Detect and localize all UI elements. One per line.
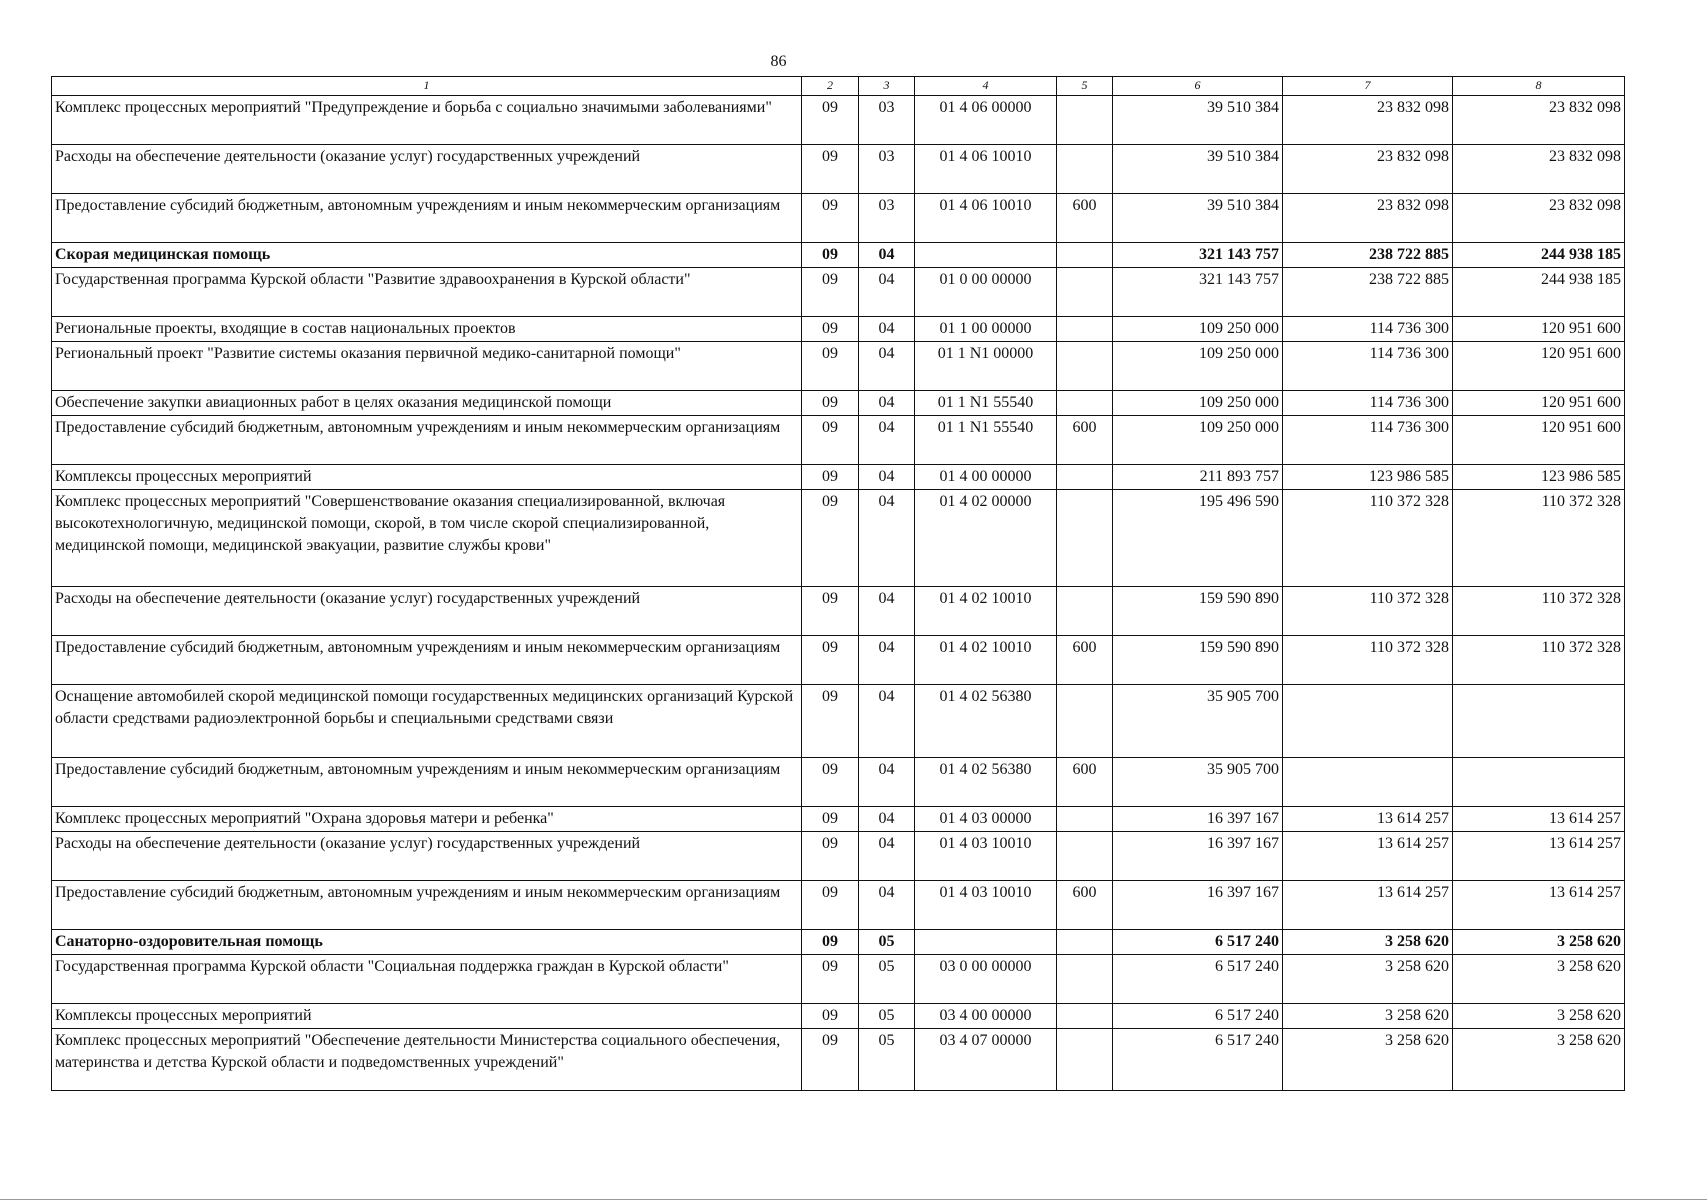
target-article-code: 03 4 07 00000 <box>915 1029 1057 1091</box>
expense-type-code <box>1057 955 1113 1004</box>
amount-col-8: 110 372 328 <box>1453 636 1625 685</box>
table-row <box>52 1004 1625 1029</box>
amount-col-6: 6 517 240 <box>1113 1029 1283 1091</box>
amount-col-7: 110 372 328 <box>1283 490 1453 587</box>
section-code: 09 <box>802 685 859 758</box>
section-code: 09 <box>802 268 859 317</box>
target-article-code: 01 0 00 00000 <box>915 268 1057 317</box>
table-body <box>52 96 1625 1091</box>
amount-col-8: 120 951 600 <box>1453 342 1625 391</box>
expense-type-code <box>1057 1004 1113 1029</box>
table-row <box>52 317 1625 342</box>
table-row <box>52 1029 1625 1091</box>
amount-col-8 <box>1453 758 1625 807</box>
amount-col-7: 238 722 885 <box>1283 268 1453 317</box>
column-number: 7 <box>1283 77 1453 96</box>
section-code: 09 <box>802 391 859 416</box>
target-article-code: 01 4 03 10010 <box>915 832 1057 881</box>
amount-col-7: 114 736 300 <box>1283 317 1453 342</box>
subsection-code: 04 <box>859 465 915 490</box>
subsection-code: 04 <box>859 268 915 317</box>
amount-col-7: 114 736 300 <box>1283 416 1453 465</box>
expense-type-code <box>1057 391 1113 416</box>
target-article-code: 01 4 02 56380 <box>915 685 1057 758</box>
target-article-code: 01 4 06 00000 <box>915 96 1057 145</box>
amount-col-7: 23 832 098 <box>1283 194 1453 243</box>
subsection-code: 04 <box>859 881 915 930</box>
amount-col-8: 123 986 585 <box>1453 465 1625 490</box>
subsection-code: 04 <box>859 636 915 685</box>
section-code: 09 <box>802 194 859 243</box>
table-row <box>52 930 1625 955</box>
amount-col-7 <box>1283 758 1453 807</box>
section-code: 09 <box>802 758 859 807</box>
amount-col-8: 23 832 098 <box>1453 194 1625 243</box>
section-code: 09 <box>802 145 859 194</box>
amount-col-6: 39 510 384 <box>1113 145 1283 194</box>
amount-col-8: 13 614 257 <box>1453 807 1625 832</box>
amount-col-8: 23 832 098 <box>1453 145 1625 194</box>
amount-col-6: 159 590 890 <box>1113 587 1283 636</box>
section-code: 09 <box>802 96 859 145</box>
subsection-code: 03 <box>859 96 915 145</box>
amount-col-6: 109 250 000 <box>1113 416 1283 465</box>
subsection-code: 04 <box>859 807 915 832</box>
target-article-code: 01 4 03 00000 <box>915 807 1057 832</box>
expense-type-code <box>1057 1029 1113 1091</box>
row-name: Региональные проекты, входящие в состав национальных проектов <box>52 317 802 342</box>
amount-col-8: 3 258 620 <box>1453 955 1625 1004</box>
amount-col-8: 120 951 600 <box>1453 416 1625 465</box>
amount-col-8: 3 258 620 <box>1453 1029 1625 1091</box>
amount-col-6: 35 905 700 <box>1113 685 1283 758</box>
subsection-code: 04 <box>859 490 915 587</box>
amount-col-8: 13 614 257 <box>1453 832 1625 881</box>
expense-type-code: 600 <box>1057 194 1113 243</box>
table-row <box>52 832 1625 881</box>
row-name: Комплексы процессных мероприятий <box>52 465 802 490</box>
row-name: Санаторно-оздоровительная помощь <box>52 930 802 955</box>
subsection-code: 04 <box>859 342 915 391</box>
row-name: Обеспечение закупки авиационных работ в целях оказания медицинской помощи <box>52 391 802 416</box>
row-name: Предоставление субсидий бюджетным, автономным учреждениям и иным некоммерческим организациям <box>52 881 802 930</box>
expense-type-code <box>1057 685 1113 758</box>
amount-col-8: 120 951 600 <box>1453 317 1625 342</box>
row-name: Комплекс процессных мероприятий "Обеспечение деятельности Министерства социального обеспечения, материнства и детства Курской области и подведомственных учреждений" <box>52 1029 802 1091</box>
expense-type-code <box>1057 317 1113 342</box>
amount-col-7: 13 614 257 <box>1283 832 1453 881</box>
amount-col-6: 16 397 167 <box>1113 832 1283 881</box>
amount-col-6: 109 250 000 <box>1113 391 1283 416</box>
section-code: 09 <box>802 587 859 636</box>
amount-col-7: 13 614 257 <box>1283 807 1453 832</box>
target-article-code <box>915 243 1057 268</box>
page-number: 86 <box>770 53 787 70</box>
table-row <box>52 243 1625 268</box>
budget-table <box>51 76 1625 1091</box>
expense-type-code: 600 <box>1057 758 1113 807</box>
column-number: 5 <box>1057 77 1113 96</box>
row-name: Предоставление субсидий бюджетным, автономным учреждениям и иным некоммерческим организациям <box>52 194 802 243</box>
expense-type-code: 600 <box>1057 416 1113 465</box>
target-article-code: 01 1 N1 55540 <box>915 391 1057 416</box>
amount-col-6: 16 397 167 <box>1113 807 1283 832</box>
section-code: 09 <box>802 881 859 930</box>
expense-type-code: 600 <box>1057 636 1113 685</box>
row-name: Расходы на обеспечение деятельности (оказание услуг) государственных учреждений <box>52 832 802 881</box>
section-code: 09 <box>802 832 859 881</box>
expense-type-code <box>1057 807 1113 832</box>
target-article-code: 01 4 02 10010 <box>915 587 1057 636</box>
amount-col-6: 109 250 000 <box>1113 317 1283 342</box>
expense-type-code: 600 <box>1057 881 1113 930</box>
table-row <box>52 807 1625 832</box>
amount-col-7: 114 736 300 <box>1283 391 1453 416</box>
amount-col-6: 195 496 590 <box>1113 490 1283 587</box>
expense-type-code <box>1057 587 1113 636</box>
amount-col-6: 35 905 700 <box>1113 758 1283 807</box>
target-article-code: 01 4 02 56380 <box>915 758 1057 807</box>
expense-type-code <box>1057 465 1113 490</box>
column-number: 6 <box>1113 77 1283 96</box>
amount-col-7: 3 258 620 <box>1283 930 1453 955</box>
table-row <box>52 881 1625 930</box>
expense-type-code <box>1057 342 1113 391</box>
column-number-row <box>52 77 1625 96</box>
row-name: Государственная программа Курской области "Социальная поддержка граждан в Курской области" <box>52 955 802 1004</box>
table-row <box>52 758 1625 807</box>
table-row <box>52 955 1625 1004</box>
amount-col-8: 3 258 620 <box>1453 930 1625 955</box>
amount-col-8: 244 938 185 <box>1453 268 1625 317</box>
subsection-code: 04 <box>859 685 915 758</box>
subsection-code: 04 <box>859 243 915 268</box>
column-number: 3 <box>859 77 915 96</box>
row-name: Скорая медицинская помощь <box>52 243 802 268</box>
subsection-code: 05 <box>859 955 915 1004</box>
amount-col-6: 6 517 240 <box>1113 955 1283 1004</box>
table-row <box>52 465 1625 490</box>
row-name: Предоставление субсидий бюджетным, автономным учреждениям и иным некоммерческим организациям <box>52 416 802 465</box>
row-name: Предоставление субсидий бюджетным, автономным учреждениям и иным некоммерческим организациям <box>52 636 802 685</box>
expense-type-code <box>1057 96 1113 145</box>
table-row <box>52 685 1625 758</box>
amount-col-7: 3 258 620 <box>1283 1029 1453 1091</box>
row-name: Государственная программа Курской области "Развитие здравоохранения в Курской области" <box>52 268 802 317</box>
expense-type-code <box>1057 490 1113 587</box>
amount-col-6: 39 510 384 <box>1113 96 1283 145</box>
section-code: 09 <box>802 1004 859 1029</box>
target-article-code: 01 4 00 00000 <box>915 465 1057 490</box>
section-code: 09 <box>802 243 859 268</box>
amount-col-7: 23 832 098 <box>1283 145 1453 194</box>
row-name: Комплекс процессных мероприятий "Охрана здоровья матери и ребенка" <box>52 807 802 832</box>
target-article-code: 01 4 06 10010 <box>915 145 1057 194</box>
subsection-code: 04 <box>859 317 915 342</box>
amount-col-8: 3 258 620 <box>1453 1004 1625 1029</box>
amount-col-6: 211 893 757 <box>1113 465 1283 490</box>
subsection-code: 04 <box>859 416 915 465</box>
section-code: 09 <box>802 490 859 587</box>
table-row <box>52 268 1625 317</box>
amount-col-7: 13 614 257 <box>1283 881 1453 930</box>
target-article-code: 01 1 00 00000 <box>915 317 1057 342</box>
subsection-code: 04 <box>859 587 915 636</box>
section-code: 09 <box>802 317 859 342</box>
amount-col-8: 244 938 185 <box>1453 243 1625 268</box>
table-row <box>52 416 1625 465</box>
row-name: Расходы на обеспечение деятельности (оказание услуг) государственных учреждений <box>52 145 802 194</box>
table-row <box>52 96 1625 145</box>
amount-col-8: 110 372 328 <box>1453 587 1625 636</box>
subsection-code: 04 <box>859 391 915 416</box>
subsection-code: 05 <box>859 1004 915 1029</box>
expense-type-code <box>1057 145 1113 194</box>
amount-col-7: 114 736 300 <box>1283 342 1453 391</box>
amount-col-8 <box>1453 685 1625 758</box>
target-article-code: 03 0 00 00000 <box>915 955 1057 1004</box>
amount-col-7: 110 372 328 <box>1283 587 1453 636</box>
table-row <box>52 587 1625 636</box>
subsection-code: 03 <box>859 194 915 243</box>
amount-col-8: 110 372 328 <box>1453 490 1625 587</box>
amount-col-6: 321 143 757 <box>1113 268 1283 317</box>
section-code: 09 <box>802 416 859 465</box>
subsection-code: 03 <box>859 145 915 194</box>
subsection-code: 04 <box>859 832 915 881</box>
amount-col-6: 321 143 757 <box>1113 243 1283 268</box>
section-code: 09 <box>802 465 859 490</box>
target-article-code: 01 4 03 10010 <box>915 881 1057 930</box>
section-code: 09 <box>802 930 859 955</box>
target-article-code: 01 4 02 10010 <box>915 636 1057 685</box>
expense-type-code <box>1057 832 1113 881</box>
amount-col-6: 109 250 000 <box>1113 342 1283 391</box>
table-row <box>52 145 1625 194</box>
amount-col-7: 238 722 885 <box>1283 243 1453 268</box>
amount-col-6: 16 397 167 <box>1113 881 1283 930</box>
section-code: 09 <box>802 807 859 832</box>
target-article-code: 01 1 N1 00000 <box>915 342 1057 391</box>
expense-type-code <box>1057 930 1113 955</box>
expense-type-code <box>1057 268 1113 317</box>
section-code: 09 <box>802 342 859 391</box>
target-article-code: 01 4 02 00000 <box>915 490 1057 587</box>
section-code: 09 <box>802 1029 859 1091</box>
amount-col-6: 39 510 384 <box>1113 194 1283 243</box>
table-row <box>52 194 1625 243</box>
target-article-code: 03 4 00 00000 <box>915 1004 1057 1029</box>
row-name: Расходы на обеспечение деятельности (оказание услуг) государственных учреждений <box>52 587 802 636</box>
target-article-code <box>915 930 1057 955</box>
target-article-code: 01 4 06 10010 <box>915 194 1057 243</box>
table-row <box>52 342 1625 391</box>
row-name: Оснащение автомобилей скорой медицинской помощи государственных медицинских организаций Курской области средствами радиоэлектронной борьбы и специальными средствами связи <box>52 685 802 758</box>
amount-col-7: 23 832 098 <box>1283 96 1453 145</box>
amount-col-6: 6 517 240 <box>1113 930 1283 955</box>
row-name: Предоставление субсидий бюджетным, автономным учреждениям и иным некоммерческим организациям <box>52 758 802 807</box>
amount-col-7: 123 986 585 <box>1283 465 1453 490</box>
subsection-code: 04 <box>859 758 915 807</box>
amount-col-7: 3 258 620 <box>1283 955 1453 1004</box>
column-number: 2 <box>802 77 859 96</box>
subsection-code: 05 <box>859 1029 915 1091</box>
table-row <box>52 636 1625 685</box>
row-name: Комплекс процессных мероприятий "Предупреждение и борьба с социально значимыми заболеваниями" <box>52 96 802 145</box>
row-name: Комплексы процессных мероприятий <box>52 1004 802 1029</box>
table-row <box>52 391 1625 416</box>
column-number: 1 <box>52 77 802 96</box>
amount-col-8: 13 614 257 <box>1453 881 1625 930</box>
expense-type-code <box>1057 243 1113 268</box>
section-code: 09 <box>802 636 859 685</box>
table-row <box>52 490 1625 587</box>
column-number: 4 <box>915 77 1057 96</box>
column-number: 8 <box>1453 77 1625 96</box>
section-code: 09 <box>802 955 859 1004</box>
target-article-code: 01 1 N1 55540 <box>915 416 1057 465</box>
amount-col-6: 6 517 240 <box>1113 1004 1283 1029</box>
amount-col-7: 110 372 328 <box>1283 636 1453 685</box>
row-name: Комплекс процессных мероприятий "Совершенствование оказания специализированной, включая высокотехнологичную, медицинской помощи, скорой, в том числе скорой специализированной, медицинской помощи, медицинской эвакуации, развитие службы крови" <box>52 490 802 587</box>
amount-col-7 <box>1283 685 1453 758</box>
row-name: Региональный проект "Развитие системы оказания первичной медико-санитарной помощи" <box>52 342 802 391</box>
amount-col-8: 23 832 098 <box>1453 96 1625 145</box>
amount-col-6: 159 590 890 <box>1113 636 1283 685</box>
amount-col-7: 3 258 620 <box>1283 1004 1453 1029</box>
subsection-code: 05 <box>859 930 915 955</box>
amount-col-8: 120 951 600 <box>1453 391 1625 416</box>
